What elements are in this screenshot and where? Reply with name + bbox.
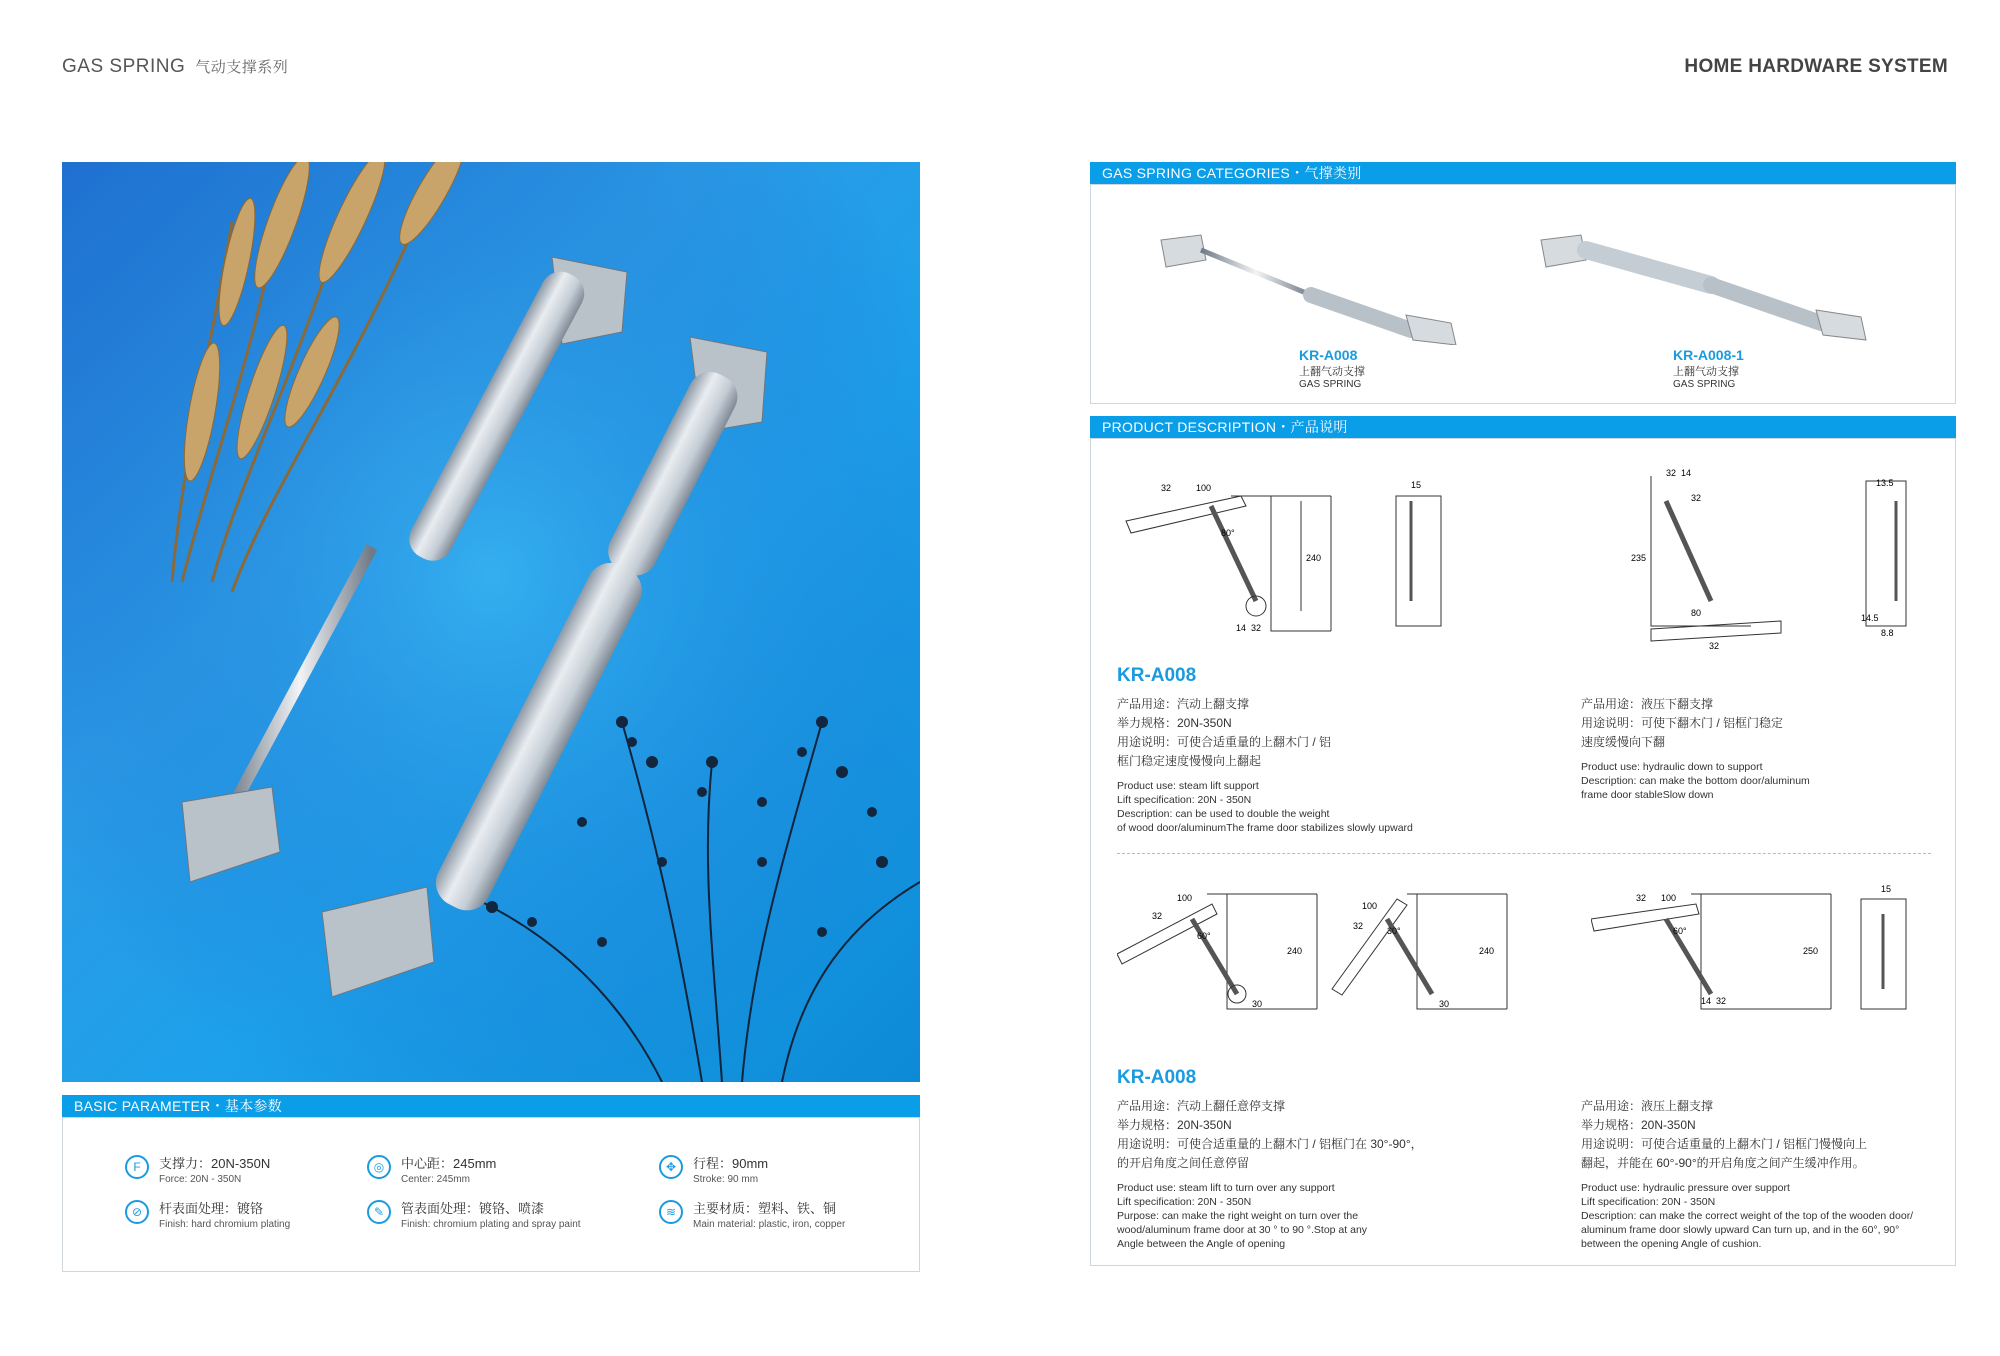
- category-image-1: [1151, 205, 1481, 345]
- product-photo: [62, 162, 920, 1082]
- dim-label: 250: [1803, 946, 1819, 956]
- dim-label: 30: [1252, 999, 1263, 1009]
- gas-spring-illustration: [62, 162, 920, 1082]
- dim-label: 8.8: [1881, 628, 1894, 638]
- divider: [1117, 853, 1931, 854]
- dim-label: 32: [1666, 468, 1677, 478]
- header-left: [62, 56, 288, 78]
- dim-label: 100: [1661, 893, 1677, 903]
- dim-label: 60°: [1197, 931, 1211, 941]
- block1-left-text: 产品用途：汽动上翻支撑 举力规格：20N-350N 用途说明：可使合适重量的上翻木门 / 铝 框门稳定速度慢慢向上翻起 Product use: steam lift support Lift specification: 20N - 350N Description: can be used to double the weight of wood door/aluminumThe frame door stabilizes slowly upward: [1117, 697, 1413, 834]
- dim-label: 15: [1411, 480, 1422, 490]
- dim-label: 240: [1306, 553, 1322, 563]
- basic-parameter-panel: F 支撑力：20N-350N Force: 20N - 350N ◎ 中心距：245mm Center: 245mm ✥ 行程：90mm Stroke: 90 mm ⊘ 杆表面处理：镀铬 Finish: hard chromium plating ✎ 管表面处理：镀铬、喷漆 Finish: chromium plating and spray paint ≋ 主要材质：塑料、铁、铜 Main material: plastic, iron, copper: [62, 1117, 920, 1272]
- force-icon: F: [125, 1155, 149, 1179]
- dim-label: 32: [1709, 641, 1720, 651]
- dim-label: 14: [1236, 623, 1247, 633]
- description-panel: [1090, 438, 1956, 1266]
- block2-right-text: 产品用途：液压上翻支撑 举力规格：20N-350N 用途说明：可使合适重量的上翻木门 / 铝框门慢慢向上 翻起，并能在 60°-90°的开启角度之间产生缓冲作用。 Product use: hydraulic pressure over support Lift specification: 20N - 350N Description: can make the correct weight of the top of the wooden door/ aluminum frame door slowly upward Can turn up, and in the 60°, 90° between the opening Angle of cushion.: [1581, 1099, 1914, 1250]
- dim-label: 32: [1251, 623, 1262, 633]
- dim-label: 32: [1691, 493, 1702, 503]
- dim-label: 80°: [1221, 528, 1235, 538]
- dim-label: 32: [1716, 996, 1727, 1006]
- dim-label: 30: [1439, 999, 1450, 1009]
- dim-label: 15: [1881, 884, 1892, 894]
- stroke-icon: ✥: [659, 1155, 683, 1179]
- paint-icon: ✎: [367, 1200, 391, 1224]
- dim-label: 14: [1681, 468, 1692, 478]
- basic-parameter-bar: BASIC PARAMETER・基本参数: [62, 1095, 920, 1117]
- category-item-2: KR-A008-1 上翻气动支撑 GAS SPRING: [1673, 347, 1744, 390]
- diagram-kr-a008-hydraulic-up: [1591, 879, 1931, 1029]
- dim-label: 235: [1631, 553, 1647, 563]
- categories-bar: GAS SPRING CATEGORIES・气撑类别: [1090, 162, 1956, 184]
- dim-label: 30°: [1387, 926, 1401, 936]
- dim-label: 240: [1287, 946, 1303, 956]
- dim-label: 32: [1152, 911, 1163, 921]
- description-bar: PRODUCT DESCRIPTION・产品说明: [1090, 416, 1956, 438]
- dim-label: 32: [1353, 921, 1364, 931]
- diagram-kr-a008-down: [1621, 461, 1951, 651]
- header-right-title: HOME HARDWARE SYSTEM: [1684, 56, 1948, 77]
- category-image-2: [1531, 205, 1891, 345]
- block1-model: KR-A008: [1117, 665, 1197, 686]
- rod-icon: ⊘: [125, 1200, 149, 1224]
- dim-label: 60°: [1673, 926, 1687, 936]
- dim-label: 80: [1691, 608, 1702, 618]
- dim-label: 14.5: [1861, 613, 1879, 623]
- block2-model: KR-A008: [1117, 1067, 1197, 1088]
- header-subtitle: 气动支撑系列: [195, 59, 289, 76]
- diagram-kr-a008-up: [1121, 461, 1501, 651]
- diagram-kr-a008-stop: [1117, 879, 1537, 1029]
- dim-label: 32: [1636, 893, 1647, 903]
- dim-label: 100: [1196, 483, 1212, 493]
- block1-right-text: 产品用途：液压下翻支撑 用途说明：可使下翻木门 / 铝框门稳定 速度缓慢向下翻 Product use: hydraulic down to support Description: can make the bottom door/aluminum frame door stableSlow down: [1581, 697, 1810, 801]
- target-icon: ◎: [367, 1155, 391, 1179]
- dim-label: 32: [1161, 483, 1172, 493]
- block2-left-text: 产品用途：汽动上翻任意停支撑 举力规格：20N-350N 用途说明：可使合适重量的上翻木门 / 铝框门在 30°-90°， 的开启角度之间任意停留 Product use: steam lift to turn over any support Lift specification: 20N - 350N Purpose: can make the right weight on turn over the wood/aluminum frame door at 30 ° to 90 °.Stop at any Angle between the Angle of opening: [1117, 1099, 1423, 1250]
- dim-label: 100: [1177, 893, 1193, 903]
- dim-label: 14: [1701, 996, 1712, 1006]
- categories-panel: [1090, 184, 1956, 404]
- header-title: GAS SPRING: [62, 56, 186, 77]
- dim-label: 100: [1362, 901, 1378, 911]
- category-item-1: KR-A008 上翻气动支撑 GAS SPRING: [1299, 347, 1365, 390]
- material-icon: ≋: [659, 1200, 683, 1224]
- dim-label: 13.5: [1876, 478, 1894, 488]
- dim-label: 240: [1479, 946, 1495, 956]
